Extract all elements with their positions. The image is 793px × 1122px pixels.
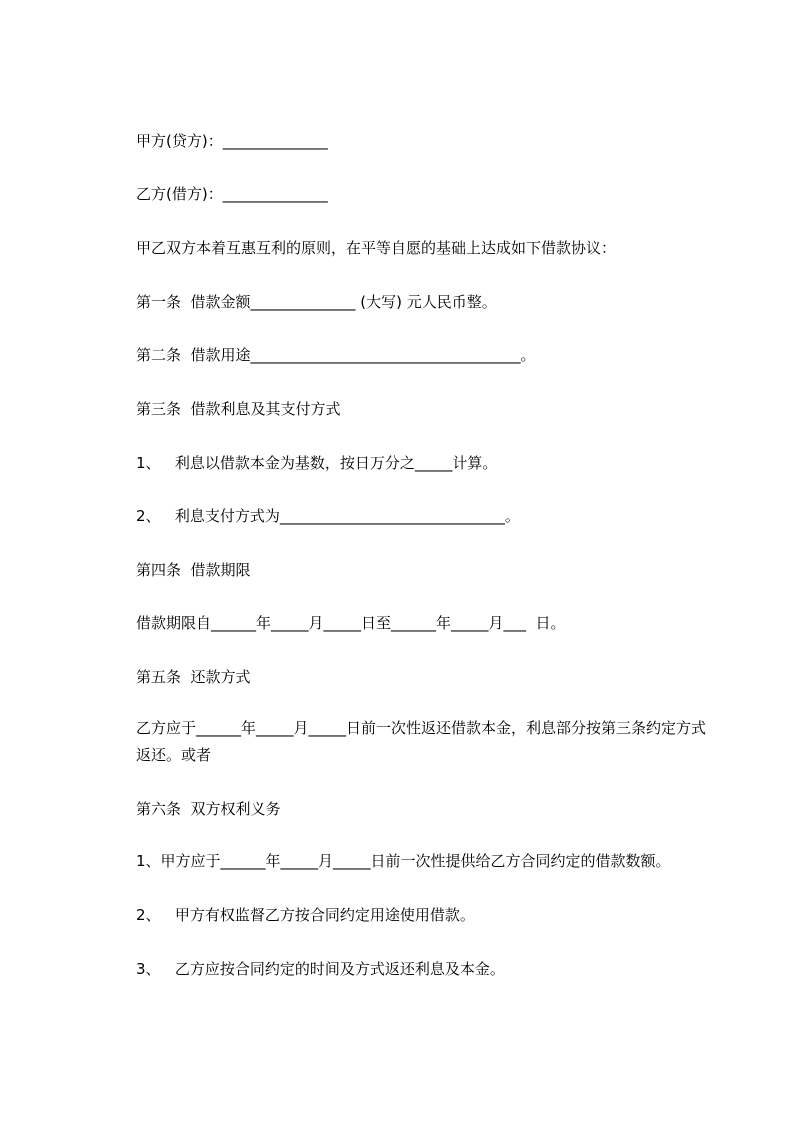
article-3-item-2: 2、 利息支付方式为______________________________。 bbox=[136, 507, 520, 525]
party-a-line: 甲方(贷方)：______________ bbox=[136, 132, 328, 150]
article-6-item-2: 2、 甲方有权监督乙方按合同约定用途使用借款。 bbox=[136, 906, 475, 924]
preamble: 甲乙双方本着互惠互利的原则，在平等自愿的基础上达成如下借款协议： bbox=[136, 239, 617, 257]
article-5-body: 乙方应于______年_____月_____日前一次性返还借款本金，利息部分按第三条约定方式返还。或者 bbox=[136, 719, 707, 764]
article-3-item-1: 1、 利息以借款本金为基数，按日万分之_____计算。 bbox=[136, 454, 498, 472]
article-6-title: 第六条 双方权利义务 bbox=[136, 800, 281, 818]
article-3-title: 第三条 借款利息及其支付方式 bbox=[136, 400, 341, 418]
article-4-body: 借款期限自______年_____月_____日至______年_____月___ 日。 bbox=[136, 614, 566, 632]
article-6-item-3: 3、 乙方应按合同约定的时间及方式返还利息及本金。 bbox=[136, 960, 505, 978]
article-6-item-1: 1、甲方应于______年_____月_____日前一次性提供给乙方合同约定的借款数额。 bbox=[136, 852, 671, 870]
party-b-line: 乙方(借方)：______________ bbox=[136, 185, 328, 203]
article-5-title: 第五条 还款方式 bbox=[136, 668, 251, 686]
article-4-title: 第四条 借款期限 bbox=[136, 561, 251, 579]
article-2: 第二条 借款用途____________________________________。 bbox=[136, 346, 536, 364]
article-1: 第一条 借款金额______________ (大写) 元人民币整。 bbox=[136, 293, 497, 311]
